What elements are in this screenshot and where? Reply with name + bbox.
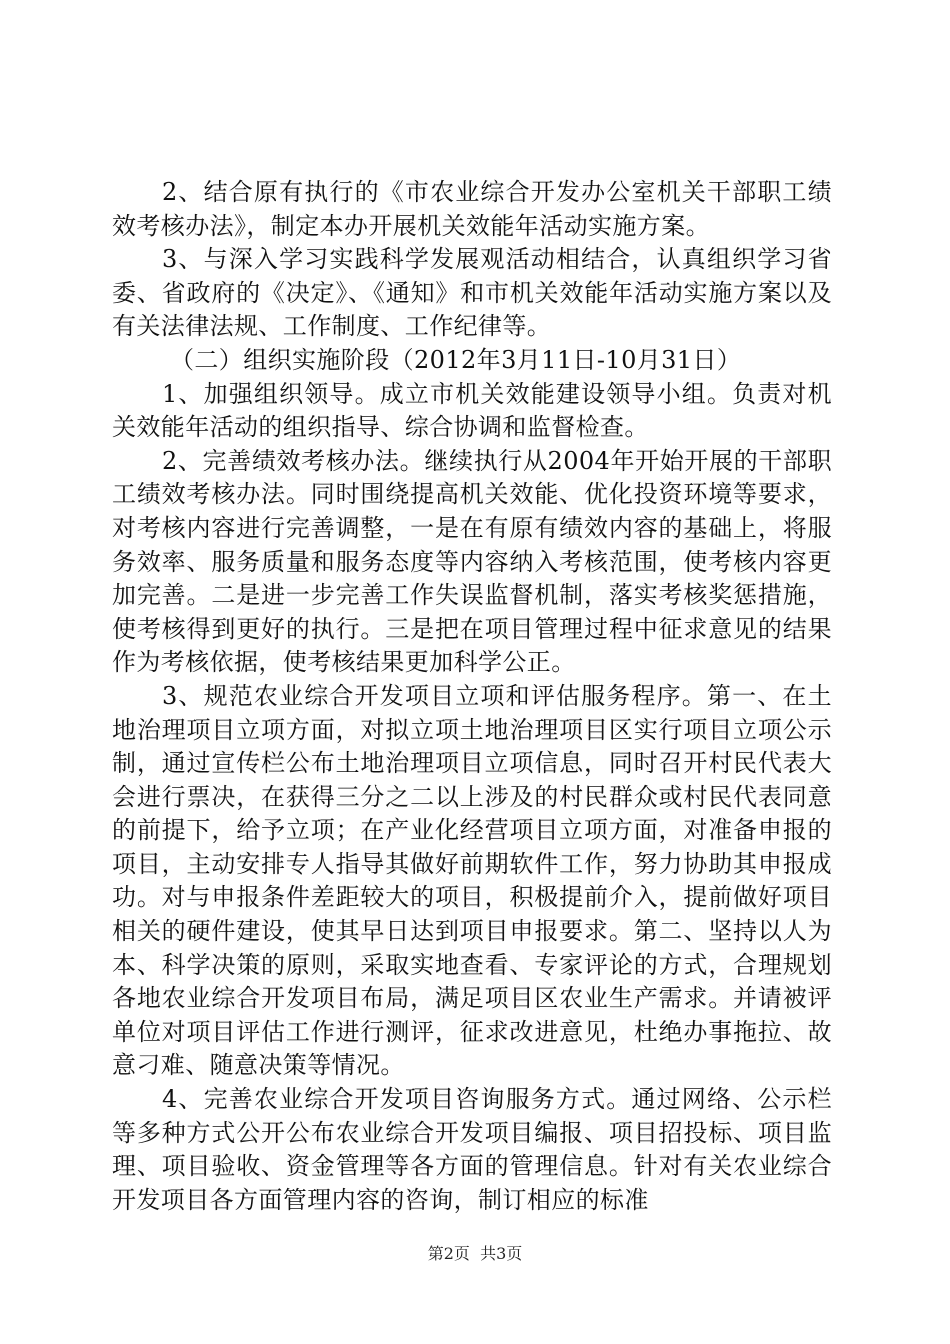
paragraph-leadership: 1、加强组织领导。成立市机关效能建设领导小组。负责对机关效能年活动的组织指导、综合协调和监督检查。	[112, 379, 832, 442]
section-heading-implementation: （二）组织实施阶段（2012年3月11日-10月31日）	[170, 345, 742, 374]
paragraph-performance-review: 2、完善绩效考核办法。继续执行从2004年开始开展的干部职工绩效考核办法。同时围绕提高机关效能、优化投资环境等要求，对考核内容进行完善调整，一是在有原有绩效内容的基础上，将服务效率、服务质量和服务态度等内容纳入考核范围，使考核内容更加完善。二是进一步完善工作失误监督机制，落实考核奖惩措施，使考核得到更好的执行。三是把在项目管理过程中征求意见的结果作为考核依据，使考核结果更加科学公正。	[112, 446, 832, 677]
page-footer	[0, 1244, 950, 1264]
paragraph-item-3: 3、与深入学习实践科学发展观活动相结合，认真组织学习省委、省政府的《决定》、《通知》和市机关效能年活动实施方案以及有关法律法规、工作制度、工作纪律等。	[112, 245, 832, 341]
document-body	[112, 176, 832, 1217]
paragraph-consulting-service: 4、完善农业综合开发项目咨询服务方式。通过网络、公示栏等多种方式公开公布农业综合开发项目编报、项目招投标、项目监理、项目验收、资金管理等各方面的管理信息。针对有关农业综合开发项目各方面管理内容的咨询，制订相应的标准	[112, 1085, 832, 1214]
page-number-label: 第2页 共3页	[427, 1244, 523, 1263]
paragraph-project-approval: 3、规范农业综合开发项目立项和评估服务程序。第一、在土地治理项目立项方面，对拟立项土地治理项目区实行项目立项公示制，通过宣传栏公布土地治理项目立项信息，同时召开村民代表大会进行票决，在获得三分之二以上涉及的村民群众或村民代表同意的前提下，给予立项；在产业化经营项目立项方面，对准备申报的项目，主动安排专人指导其做好前期软件工作，努力协助其申报成功。对与申报条件差距较大的项目，积极提前介入，提前做好项目相关的硬件建设，使其早日达到项目申报要求。第二、坚持以人为本、科学决策的原则，采取实地查看、专家评论的方式，合理规划各地农业综合开发项目布局，满足项目区农业生产需求。并请被评单位对项目评估工作进行测评，征求改进意见，杜绝办事拖拉、故意刁难、随意决策等情况。	[112, 681, 832, 1080]
paragraph-item-2: 2、结合原有执行的《市农业综合开发办公室机关干部职工绩效考核办法》，制定本办开展机关效能年活动实施方案。	[112, 178, 832, 240]
